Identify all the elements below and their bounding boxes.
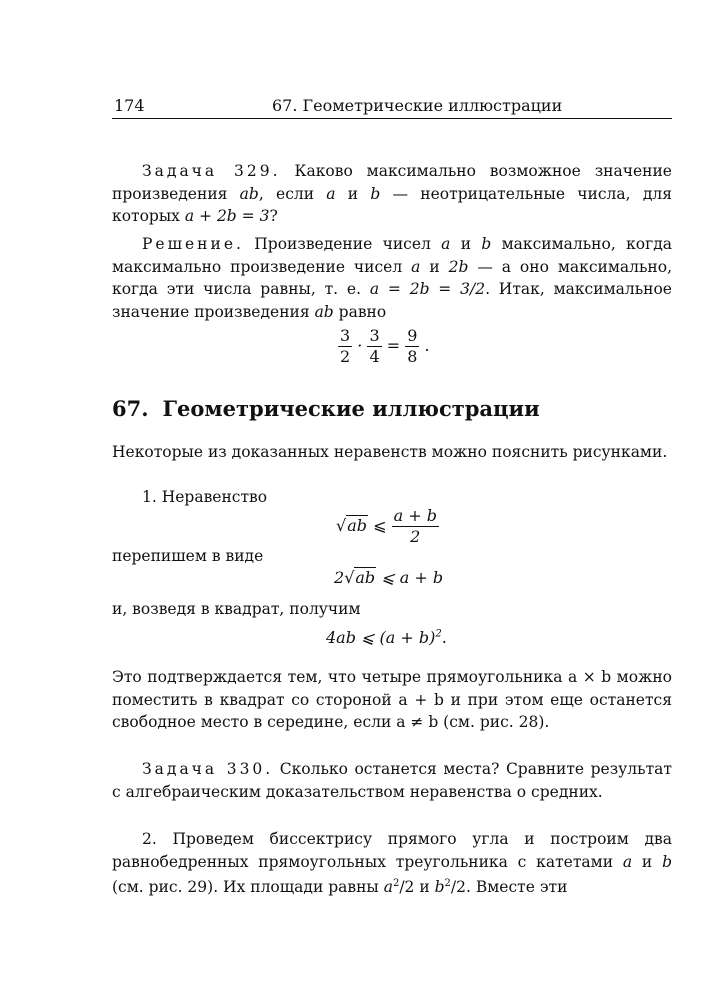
fraction-numerator: 3 [340,326,351,345]
math-ab: ab [239,184,259,203]
math-a: a [326,184,336,203]
solution-text: максимально, когда максимально произведение чисел [112,235,672,276]
fraction-numerator: 9 [407,326,418,345]
math-le: ⩽ [373,516,387,535]
page-number: 174 [114,96,145,115]
problem-label: Задача 329. [142,162,281,180]
problem-text: , если [258,184,327,203]
problem-text: Каково максимально возможное значение произведения [112,162,672,203]
math-exponent: 2 [392,878,400,889]
math-a: a [411,257,421,276]
problem-text: и [335,184,371,203]
confirm-paragraph: Это подтверждается тем, что четыре прямоугольника a × b можно поместить в квадрат со стороной a + b и при этом еще останется свободное место в середине, если a ≠ b (см. рис. 28). [112,668,672,731]
fraction-denominator: 4 [369,347,380,366]
problem-330 [112,758,672,803]
math-equation: a = 2b = 3/2 [369,280,486,298]
formula-product [338,326,430,367]
problem-text: Сколько останется места? Сравните результат с алгебраическим доказательством неравенства о средних. [112,760,672,801]
item-1-label: 1. Неравенство [142,488,268,506]
math-two: 2 [334,568,345,587]
section-number: 67. [112,396,149,421]
math-left: 4ab ⩽ (a + b) [326,628,436,647]
math-rest: ⩽ a + b [381,568,444,587]
fraction-denominator: 2 [340,347,351,366]
math-period: . [441,628,447,647]
solution-text: и [420,257,449,276]
section-title: Геометрические иллюстрации [162,396,540,421]
formula-squared [326,628,447,647]
sqrt-ab: ab [347,516,367,535]
math-a: a [383,878,393,897]
solution-text: равно [333,302,387,321]
intro-paragraph: Некоторые из доказанных неравенств можно пояснить рисунками. [112,443,668,461]
solution-text: — а оно максимально, когда эти числа равны, т. е. [112,257,673,298]
math-dot: · [357,336,363,355]
fraction-denominator: 8 [407,347,418,366]
problem-label: Задача 330. [142,760,274,778]
math-ab: ab [314,302,334,321]
item-text: и [414,878,435,897]
math-exponent: 2 [444,878,451,889]
section-heading [112,396,672,421]
fraction-denominator: 2 [410,527,421,546]
formula-am-gm: √ab ⩽ $\frac{a + b}{2}$ [336,506,437,546]
item-2-paragraph [112,828,672,899]
math-2b: 2b [448,257,469,276]
problem-329 [112,160,672,228]
math-exponent: 2 [435,628,442,640]
math-half: /2 [450,878,466,897]
item-text: (см. рис. 29). Их площади равны [112,878,384,897]
problem-text: — неотрицательные числа, для которых [112,184,672,225]
solution [112,233,672,323]
page-header [112,92,672,119]
math-b: b [370,184,381,203]
solution-label: Решение. [142,235,244,253]
math-equals: = [386,336,401,355]
fraction-numerator: a + b [393,506,437,525]
fraction-numerator: 3 [369,326,380,345]
math-condition: a + 2b = 3 [184,207,270,225]
item-text: . Вместе эти [466,878,568,897]
item-text: и [632,852,663,871]
math-a: a [441,235,451,253]
solution-text: и [450,235,482,253]
math-b: b [662,852,672,871]
rewrite-text: перепишем в виде [112,547,264,565]
problem-text: ? [269,207,278,225]
math-half: /2 [399,878,415,897]
square-text: и, возведя в квадрат, получим [112,600,361,618]
math-b: b [481,235,492,253]
math-period: . [424,336,430,355]
item-text: 2. Проведем биссектрису прямого угла и построим два равнобедренных прямоугольных треугольника с катетами [112,830,672,871]
solution-text: Произведение чисел [243,235,442,253]
math-a: a [622,852,633,871]
running-title: 67. Геометрические иллюстрации [272,96,563,115]
formula-rewritten: 2√ab ⩽ a + b [334,568,444,587]
math-b: b [434,878,445,897]
sqrt-ab: ab [355,568,376,587]
solution-text: . Итак, максимальное значение произведения [112,280,672,321]
